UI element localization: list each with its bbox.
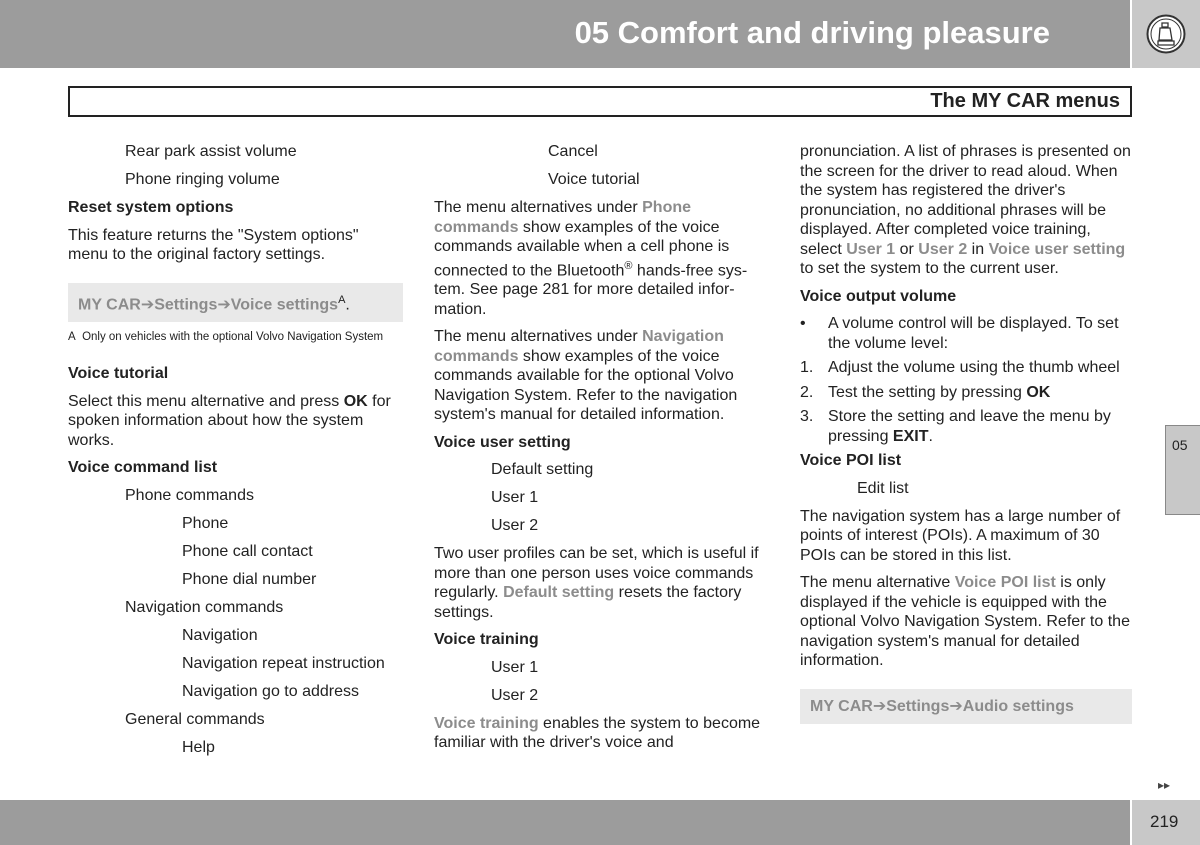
arrow-icon: ➔	[217, 295, 231, 313]
bullet-item: • A volume control will be displayed. To set the volume level:	[800, 315, 1119, 352]
steps-list	[800, 358, 1132, 446]
list-item: General commands	[125, 710, 265, 728]
chapter-tab-label: 05	[1172, 437, 1188, 453]
path-item: Settings	[154, 295, 218, 313]
reset-heading: Reset system options	[68, 199, 234, 216]
column-2	[434, 142, 769, 761]
header-bar	[0, 0, 1130, 68]
bullet-list	[800, 314, 1132, 353]
step-item: 2. Test the setting by pressing OK	[800, 383, 1051, 401]
chapter-title: 05 Comfort and driving pleasure	[574, 15, 1050, 50]
menu-path-box	[800, 689, 1132, 725]
list-item: User 1	[491, 489, 539, 507]
navigation-commands-paragraph: The menu alternatives under Navigation commands show examples of the voice commands available for the optional Volvo Navigation System. Refer to the navigation system's manual for detailed information.	[434, 328, 738, 424]
footnote	[68, 330, 403, 344]
chapter-tab	[1165, 425, 1200, 515]
column-3	[800, 142, 1132, 732]
arrow-icon: ➔	[872, 697, 887, 715]
list-item: Phone ringing volume	[125, 171, 280, 188]
list-item: Phone commands	[125, 486, 254, 504]
path-item: MY CAR	[810, 697, 873, 715]
list-item: Edit list	[857, 479, 909, 497]
arrow-icon: ➔	[949, 697, 963, 715]
list-item: Voice tutorial	[548, 171, 640, 188]
list-item: Phone	[182, 514, 229, 532]
profiles-paragraph: Two user profiles can be set, which is useful if more than one person uses voice commands regularly. Default setting resets the factory settings.	[434, 545, 759, 621]
footnote-marker: A	[338, 293, 346, 306]
step-item: 1. Adjust the volume using the thumb wheel	[800, 359, 1120, 376]
list-item: Navigation commands	[125, 598, 284, 616]
page-number: 219	[1150, 812, 1179, 831]
list-item: User 1	[491, 658, 539, 676]
path-item: Settings	[886, 697, 950, 715]
training-heading: Voice training	[434, 631, 539, 649]
page-number-box	[1132, 800, 1200, 845]
bullet-icon: •	[800, 315, 806, 332]
reset-text: This feature returns the "System options" menu to the original factory settings.	[68, 226, 359, 263]
list-item: Navigation	[182, 626, 258, 644]
list-item: Cancel	[548, 143, 598, 160]
list-item: Default setting	[491, 461, 594, 479]
list-item: Help	[182, 738, 215, 756]
footnote-marker: A	[68, 331, 76, 344]
list-item: Phone call contact	[182, 542, 313, 560]
column-1	[68, 142, 403, 766]
footer-bar	[0, 800, 1130, 845]
poi-paragraph: The navigation system has a large number of points of interest (POIs). A maximum of 30 POIs can be stored in this list.	[800, 507, 1121, 564]
user-setting-heading: Voice user setting	[434, 433, 571, 451]
command-list-heading: Voice command list	[68, 459, 218, 477]
phone-commands-paragraph: The menu alternatives under Phone commands show examples of the voice commands available when a cell phone is connected to the Bluetooth® hands-free system. See page 281 for more detailed information.	[434, 199, 748, 318]
training-paragraph: Voice training enables the system to become familiar with the driver's voice and	[434, 714, 761, 752]
arrow-icon: ➔	[140, 295, 155, 313]
tutorial-heading: Voice tutorial	[68, 365, 169, 383]
footnote-text: Only on vehicles with the optional Volvo Navigation System	[82, 331, 384, 344]
step-item: 3. Store the setting and leave the menu by pressing EXIT.	[800, 408, 1111, 445]
list-item: Navigation repeat instruction	[182, 654, 385, 672]
section-title: The MY CAR menus	[930, 90, 1120, 112]
path-item: MY CAR	[78, 295, 141, 313]
poi-heading: Voice POI list	[800, 452, 902, 469]
double-chevron-right-icon: ▸▸	[1158, 778, 1171, 792]
list-item: User 2	[491, 517, 539, 535]
list-item: User 2	[491, 686, 539, 704]
training-continued-paragraph: pronunciation. A list of phrases is presented on the screen for the driver to read aloud. When the system has registered the driver's pronunciation, no additional phrases will be displayed. After completed voice training, select User 1 or User 2 in Voice user setting to set the system to the current user.	[800, 143, 1131, 277]
tutorial-text: Select this menu alternative and press OK for spoken information about how the system works.	[68, 392, 391, 449]
menu-path-box: MY CAR➔Settings➔Voice settings$^A$.	[68, 283, 403, 323]
seat-icon	[1146, 14, 1186, 54]
section-title-box	[68, 86, 1132, 117]
list-item: Phone dial number	[182, 570, 317, 588]
output-volume-heading: Voice output volume	[800, 287, 957, 305]
list-item: Rear park assist volume	[125, 143, 297, 160]
path-item: Voice settings	[230, 295, 339, 313]
list-item: Navigation go to address	[182, 682, 359, 700]
path-item: Audio settings	[962, 697, 1074, 715]
poi-alternative-paragraph: The menu alternative Voice POI list is only displayed if the vehicle is equipped with the optional Volvo Navigation System. Refer to the navigation system's manual for detailed information.	[800, 574, 1130, 669]
chapter-icon-box	[1132, 0, 1200, 68]
